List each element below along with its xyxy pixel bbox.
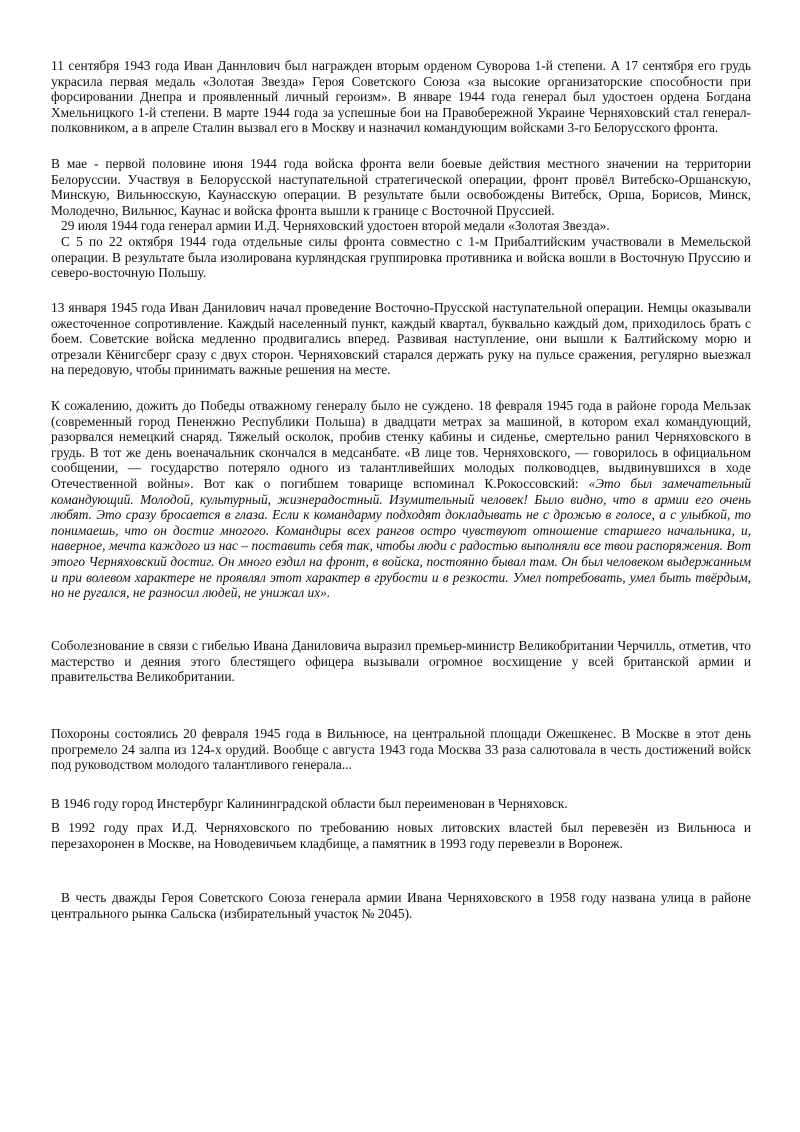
paragraph-suvorov-order: 11 сентября 1943 года Иван Даннлович был награжден вторым орденом Суворова 1-й степени. А 17 сентября его грудь украсила первая медаль «Золотая Звезда» Героя Советского Союза «за высокие организаторские способности при форсировании Днепра и проявленный личный героизм». В январе 1944 года генерал был удостоен ордена Богдана Хмельницкого 1-й степени. В марте 1944 года за успешные бои на Правобережной Украине Черняховский стал генерал-полковником, а в апреле Сталин вызвал его в Москву и назначил командующим войсками 3-го Белорусского фронта. [51, 58, 751, 136]
paragraph-east-prussian-operation: 13 января 1945 года Иван Данилович начал проведение Восточно-Прусской наступательной операции. Немцы оказывали ожесточенное сопротивление. Каждый населенный пункт, каждый квартал, буквально каждый дом, приходилось брать с боем. Советские войска медленно продвигались вперед. Развивая наступление, они вышли к Балтийскому морю и отрезали Кёнигсберг сразу с двух сторон. Черняховский старался держать руку на пульсе сражения, регулярно выезжал на передовую, чтобы принимать важные решения на месте. [51, 300, 751, 378]
paragraph-memel-operation: С 5 по 22 октября 1944 года отдельные силы фронта совместно с 1-м Прибалтийским участвовали в Мемельской операции. В результате была изолирована курляндская группировка противника и войска вошли в Восточную Пруссию и северо-восточную Польшу. [51, 234, 751, 281]
paragraph-reburial: В 1992 году прах И.Д. Черняховского по требованию новых литовских властей был перевезён из Вильнюса и перезахоронен в Москве, на Новодевичьем кладбище, а памятник в 1993 году перевезли в Воронеж. [51, 820, 751, 851]
paragraph-chernyakhovsk-renaming: В 1946 году город Инстербург Калининградской области был переименован в Черняховск. [51, 796, 568, 811]
paragraph-death-text: К сожалению, дожить до Победы отважному генералу было не суждено. 18 февраля 1945 года в районе города Мельзак (современный город Пененжно Республики Польша) в двадцати метрах за машиной, в котором ехал командующий, разорвался немецкий снаряд. Тяжелый осколок, пробив стенку кабины и сиденье, смертельно ранил Черняховского в грудь. В тот же день военачальник скончался в медсанбате. «В лице тов. Черняховского, — говорилось в официальном сообщении, — государство потеряло одного из талантливейших молодых полководцев, выдвинувшихся в ходе Отечественной войны». Вот как о погибшем товарище вспоминал К.Рокоссовский: [51, 398, 751, 491]
paragraph-death-and-memoir [51, 398, 751, 601]
paragraph-street-naming: В честь дважды Героя Советского Союза генерала армии Ивана Черняховского в 1958 году названа улица в районе центрального рынка Сальска (избирательный участок № 2045). [51, 890, 751, 921]
paragraph-funeral: Похороны состоялись 20 февраля 1945 года в Вильнюсе, на центральной площади Ожешкенес. В Москве в этот день прогремело 24 залпа из 124-х орудий. Вообще с августа 1943 года Москва 33 раза салютовала в честь достижений войск под руководством молодого талантливого генерала... [51, 726, 751, 773]
paragraph-churchill-condolence: Соболезнование в связи с гибелью Ивана Даниловича выразил премьер-министр Великобритании Черчилль, отметив, что мастерство и деяния этого блестящего офицера вызывали огромное восхищение у всей британской армии и правительства Великобритании. [51, 638, 751, 685]
paragraph-belorussian-operation: В мае - первой половине июня 1944 года войска фронта вели боевые действия местного значении на территории Белоруссии. Участвуя в Белорусской наступательной стратегической операции, фронт провёл Витебско-Оршанскую, Минскую, Вильнюсскую, Каунасскую операции. В результате были освобождены Витебск, Орша, Борисов, Минск, Молодечно, Вильнюс, Каунас и войска фронта вышли к границе с Восточной Пруссией. [51, 156, 751, 218]
paragraph-second-gold-star: 29 июля 1944 года генерал армии И.Д. Черняховский удостоен второй медали «Золотая Звезда». [61, 218, 610, 233]
rokossovsky-quote: «Это был замечательный командующий. Молодой, культурный, жизнерадостный. Изумительный человек! Было видно, что в армии его очень любят. Это сразу бросается в глаза. Если к командарму подходят докладывать не с дрожью в голосе, а с улыбкой, то понимаешь, что он достиг многого. Командиры всех рангов остро чувствуют отношение старшего начальника, и, наверное, мечта каждого из нас – поставить себя так, чтобы люди с радостью выполняли все твои распоряжения. Вот этого Черняховский достиг. Он много ездил на фронт, в войска, постоянно бывал там. Он был человеком выдержанным и при волевом характере не проявлял этот характер в грубости и в резкости. Умел потребовать, умел быть твёрдым, но не ругался, не разносил людей, не унижал их». [51, 475, 751, 601]
